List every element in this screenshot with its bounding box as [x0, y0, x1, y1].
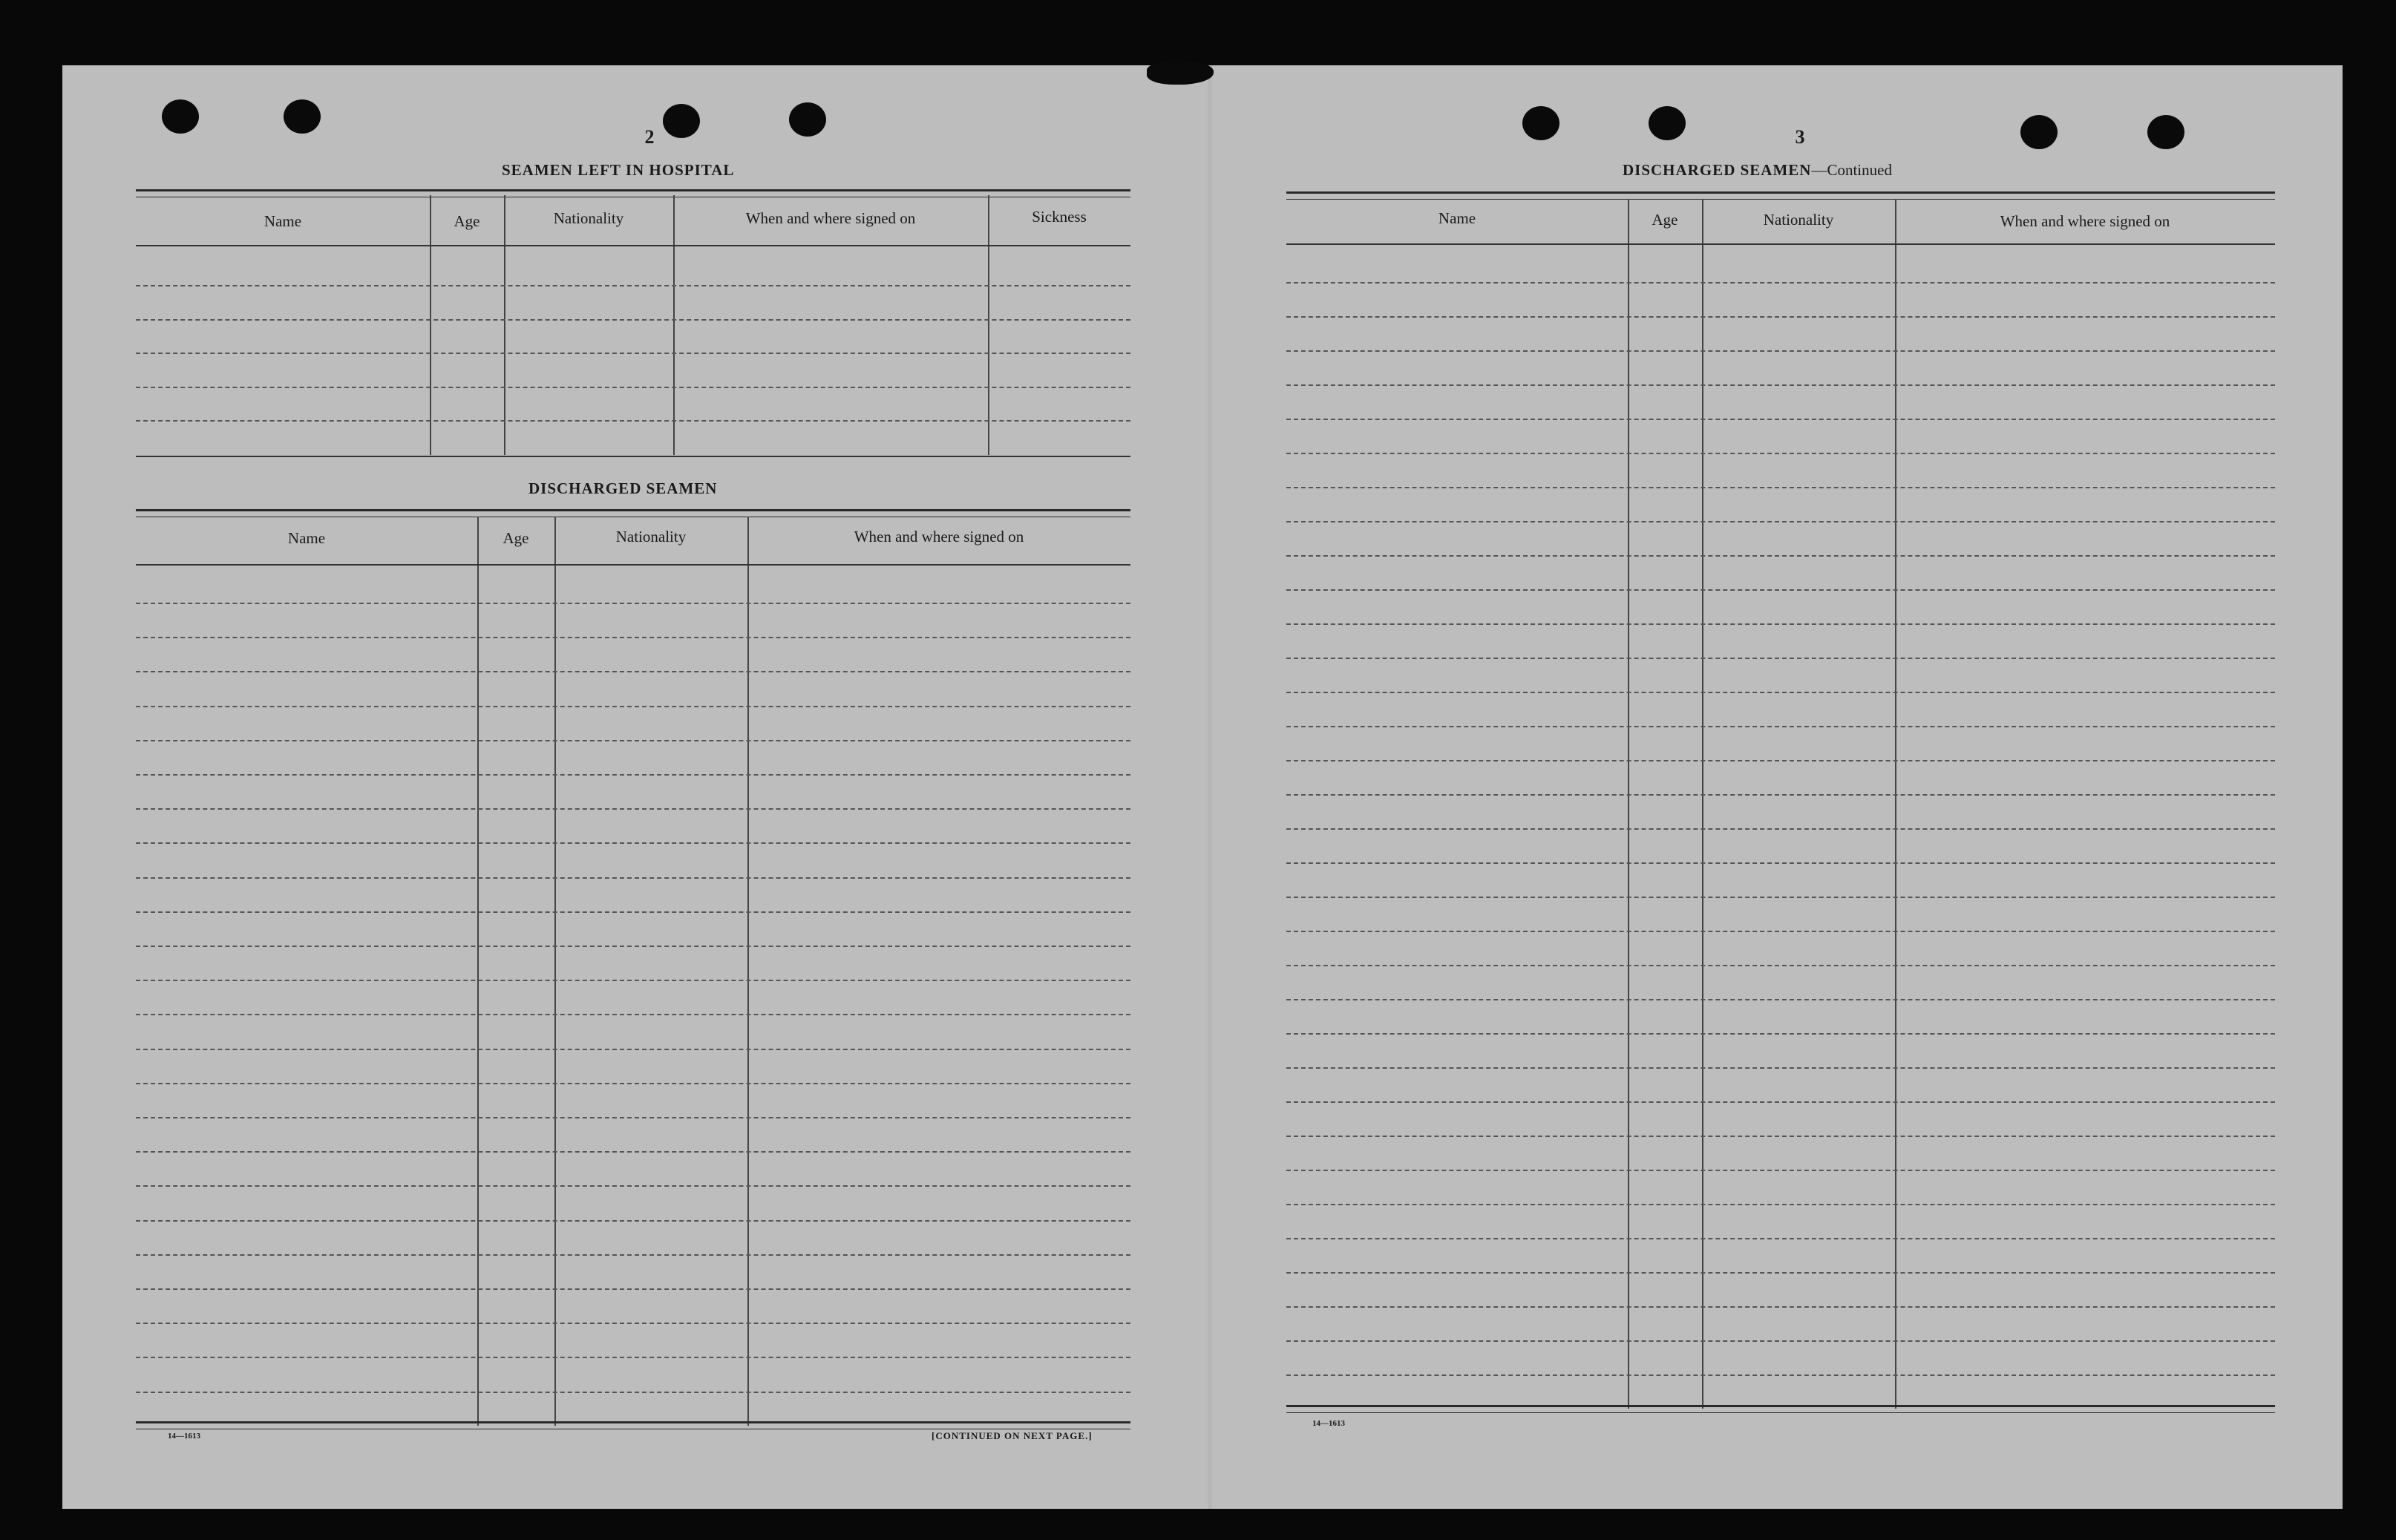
discharged-header-rule [136, 564, 1130, 566]
hospital-col-divider [673, 195, 675, 455]
right-header-rule [1286, 243, 2275, 245]
hospital-header-when-where: When and where signed on [745, 209, 916, 227]
ledger-row-line [136, 946, 1130, 947]
ledger-row-line [1286, 453, 2275, 454]
ledger-row-line [1286, 1374, 2275, 1376]
torn-corner [1147, 61, 1214, 85]
ledger-row-line [1286, 555, 2275, 557]
ledger-row-line [1286, 1204, 2275, 1205]
ledger-row-line [1286, 316, 2275, 318]
ledger-row-line [136, 285, 1130, 286]
ledger-row-line [1286, 419, 2275, 420]
ledger-row-line [1286, 1170, 2275, 1171]
right-header-when-where: When and where signed on [2000, 212, 2170, 230]
right-table-bottom-rule [1286, 1405, 2275, 1413]
punch-hole [284, 99, 321, 134]
ledger-row-line [136, 1357, 1130, 1358]
discharged-table-title: DISCHARGED SEAMEN [528, 479, 718, 497]
ledger-row-line [136, 980, 1130, 981]
ledger-row-line [1286, 692, 2275, 693]
right-col-divider [1628, 199, 1629, 1409]
punch-hole [2147, 115, 2184, 149]
ledger-row-line [1286, 862, 2275, 864]
ledger-row-line [136, 1288, 1130, 1290]
ledger-row-line [1286, 521, 2275, 522]
ledger-row-line [1286, 999, 2275, 1000]
ledger-row-line [1286, 1067, 2275, 1069]
hospital-col-divider [988, 195, 989, 455]
ledger-row-line [1286, 1101, 2275, 1103]
discharged-header-age: Age [503, 529, 529, 547]
right-header-name: Name [1438, 209, 1476, 227]
punch-hole [2020, 115, 2058, 149]
hospital-header-age: Age [454, 212, 480, 230]
ledger-row-line [136, 1049, 1130, 1050]
right-table-title-suffix: —Continued [1811, 161, 1892, 179]
ledger-row-line [136, 1220, 1130, 1222]
continued-note: [CONTINUED ON NEXT PAGE.] [932, 1430, 1093, 1441]
ledger-row-line [1286, 1340, 2275, 1342]
discharged-header-name: Name [287, 529, 326, 547]
ledger-row-line [1286, 897, 2275, 898]
ledger-row-line [136, 603, 1130, 604]
ledger-row-line [1286, 658, 2275, 659]
ledger-row-line [136, 671, 1130, 672]
ledger-row-line [136, 1014, 1130, 1015]
hospital-header-nationality: Nationality [553, 209, 624, 227]
ledger-row-line [1286, 1238, 2275, 1239]
discharged-header-nationality: Nationality [615, 528, 687, 545]
ledger-row-line [136, 1254, 1130, 1256]
right-table-top-rule [1286, 191, 2275, 200]
ledger-row-line [1286, 828, 2275, 830]
discharged-table-top-rule [136, 509, 1130, 517]
page-fold [1207, 65, 1213, 1509]
hospital-header-rule [136, 245, 1130, 246]
ledger-row-line [136, 319, 1130, 321]
ledger-row-line [1286, 1033, 2275, 1035]
page-number-left: 2 [644, 126, 655, 148]
ledger-row-line [1286, 589, 2275, 591]
ledger-row-line [136, 911, 1130, 913]
punch-hole [1522, 106, 1559, 140]
hospital-col-divider [430, 195, 431, 455]
hospital-table-bottom-rule [136, 456, 1130, 457]
ledger-row-line [1286, 931, 2275, 932]
hospital-col-divider [504, 195, 505, 455]
discharged-header-when-where: When and where signed on [854, 528, 1024, 545]
ledger-row-line [1286, 965, 2275, 966]
ledger-row-line [1286, 384, 2275, 386]
page-number-right: 3 [1795, 126, 1805, 148]
punch-hole [1649, 106, 1686, 140]
ledger-row-line [1286, 1136, 2275, 1137]
ledger-row-line [136, 1392, 1130, 1393]
right-col-divider [1702, 199, 1703, 1409]
hospital-table-top-rule [136, 189, 1130, 197]
ledger-row-line [136, 637, 1130, 638]
hospital-table-title: SEAMEN LEFT IN HOSPITAL [502, 161, 735, 179]
ledger-row-line [136, 1117, 1130, 1118]
punch-hole [162, 99, 199, 134]
ledger-row-line [1286, 760, 2275, 761]
ledger-row-line [1286, 726, 2275, 727]
ledger-row-line [136, 1323, 1130, 1324]
ledger-row-line [136, 387, 1130, 388]
hospital-header-sickness: Sickness [1032, 208, 1087, 226]
ledger-row-line [136, 877, 1130, 879]
ledger-row-line [136, 740, 1130, 741]
hospital-header-name: Name [264, 212, 302, 230]
right-header-nationality: Nationality [1763, 211, 1834, 229]
form-number-right: 14—1613 [1312, 1419, 1345, 1428]
ledger-row-line [1286, 487, 2275, 488]
ledger-row-line [136, 808, 1130, 810]
right-col-divider [1895, 199, 1896, 1409]
ledger-row-line [1286, 623, 2275, 625]
ledger-row-line [136, 774, 1130, 776]
right-header-age: Age [1652, 211, 1678, 229]
ledger-row-line [136, 706, 1130, 707]
ledger-row-line [1286, 1306, 2275, 1308]
discharged-table-bottom-rule [136, 1421, 1130, 1429]
right-table-title [1623, 161, 1892, 180]
ledger-row-line [136, 1083, 1130, 1084]
ledger-row-line [1286, 350, 2275, 352]
ledger-row-line [1286, 282, 2275, 284]
ledger-row-line [136, 420, 1130, 422]
form-number-left: 14—1613 [168, 1432, 200, 1441]
punch-hole [789, 102, 826, 137]
ledger-row-line [136, 1185, 1130, 1187]
ledger-row-line [1286, 794, 2275, 796]
right-table-title-main: DISCHARGED SEAMEN [1623, 161, 1812, 179]
ledger-row-line [136, 1151, 1130, 1153]
ledger-row-line [136, 353, 1130, 354]
ledger-row-line [1286, 1272, 2275, 1274]
ledger-row-line [136, 842, 1130, 844]
